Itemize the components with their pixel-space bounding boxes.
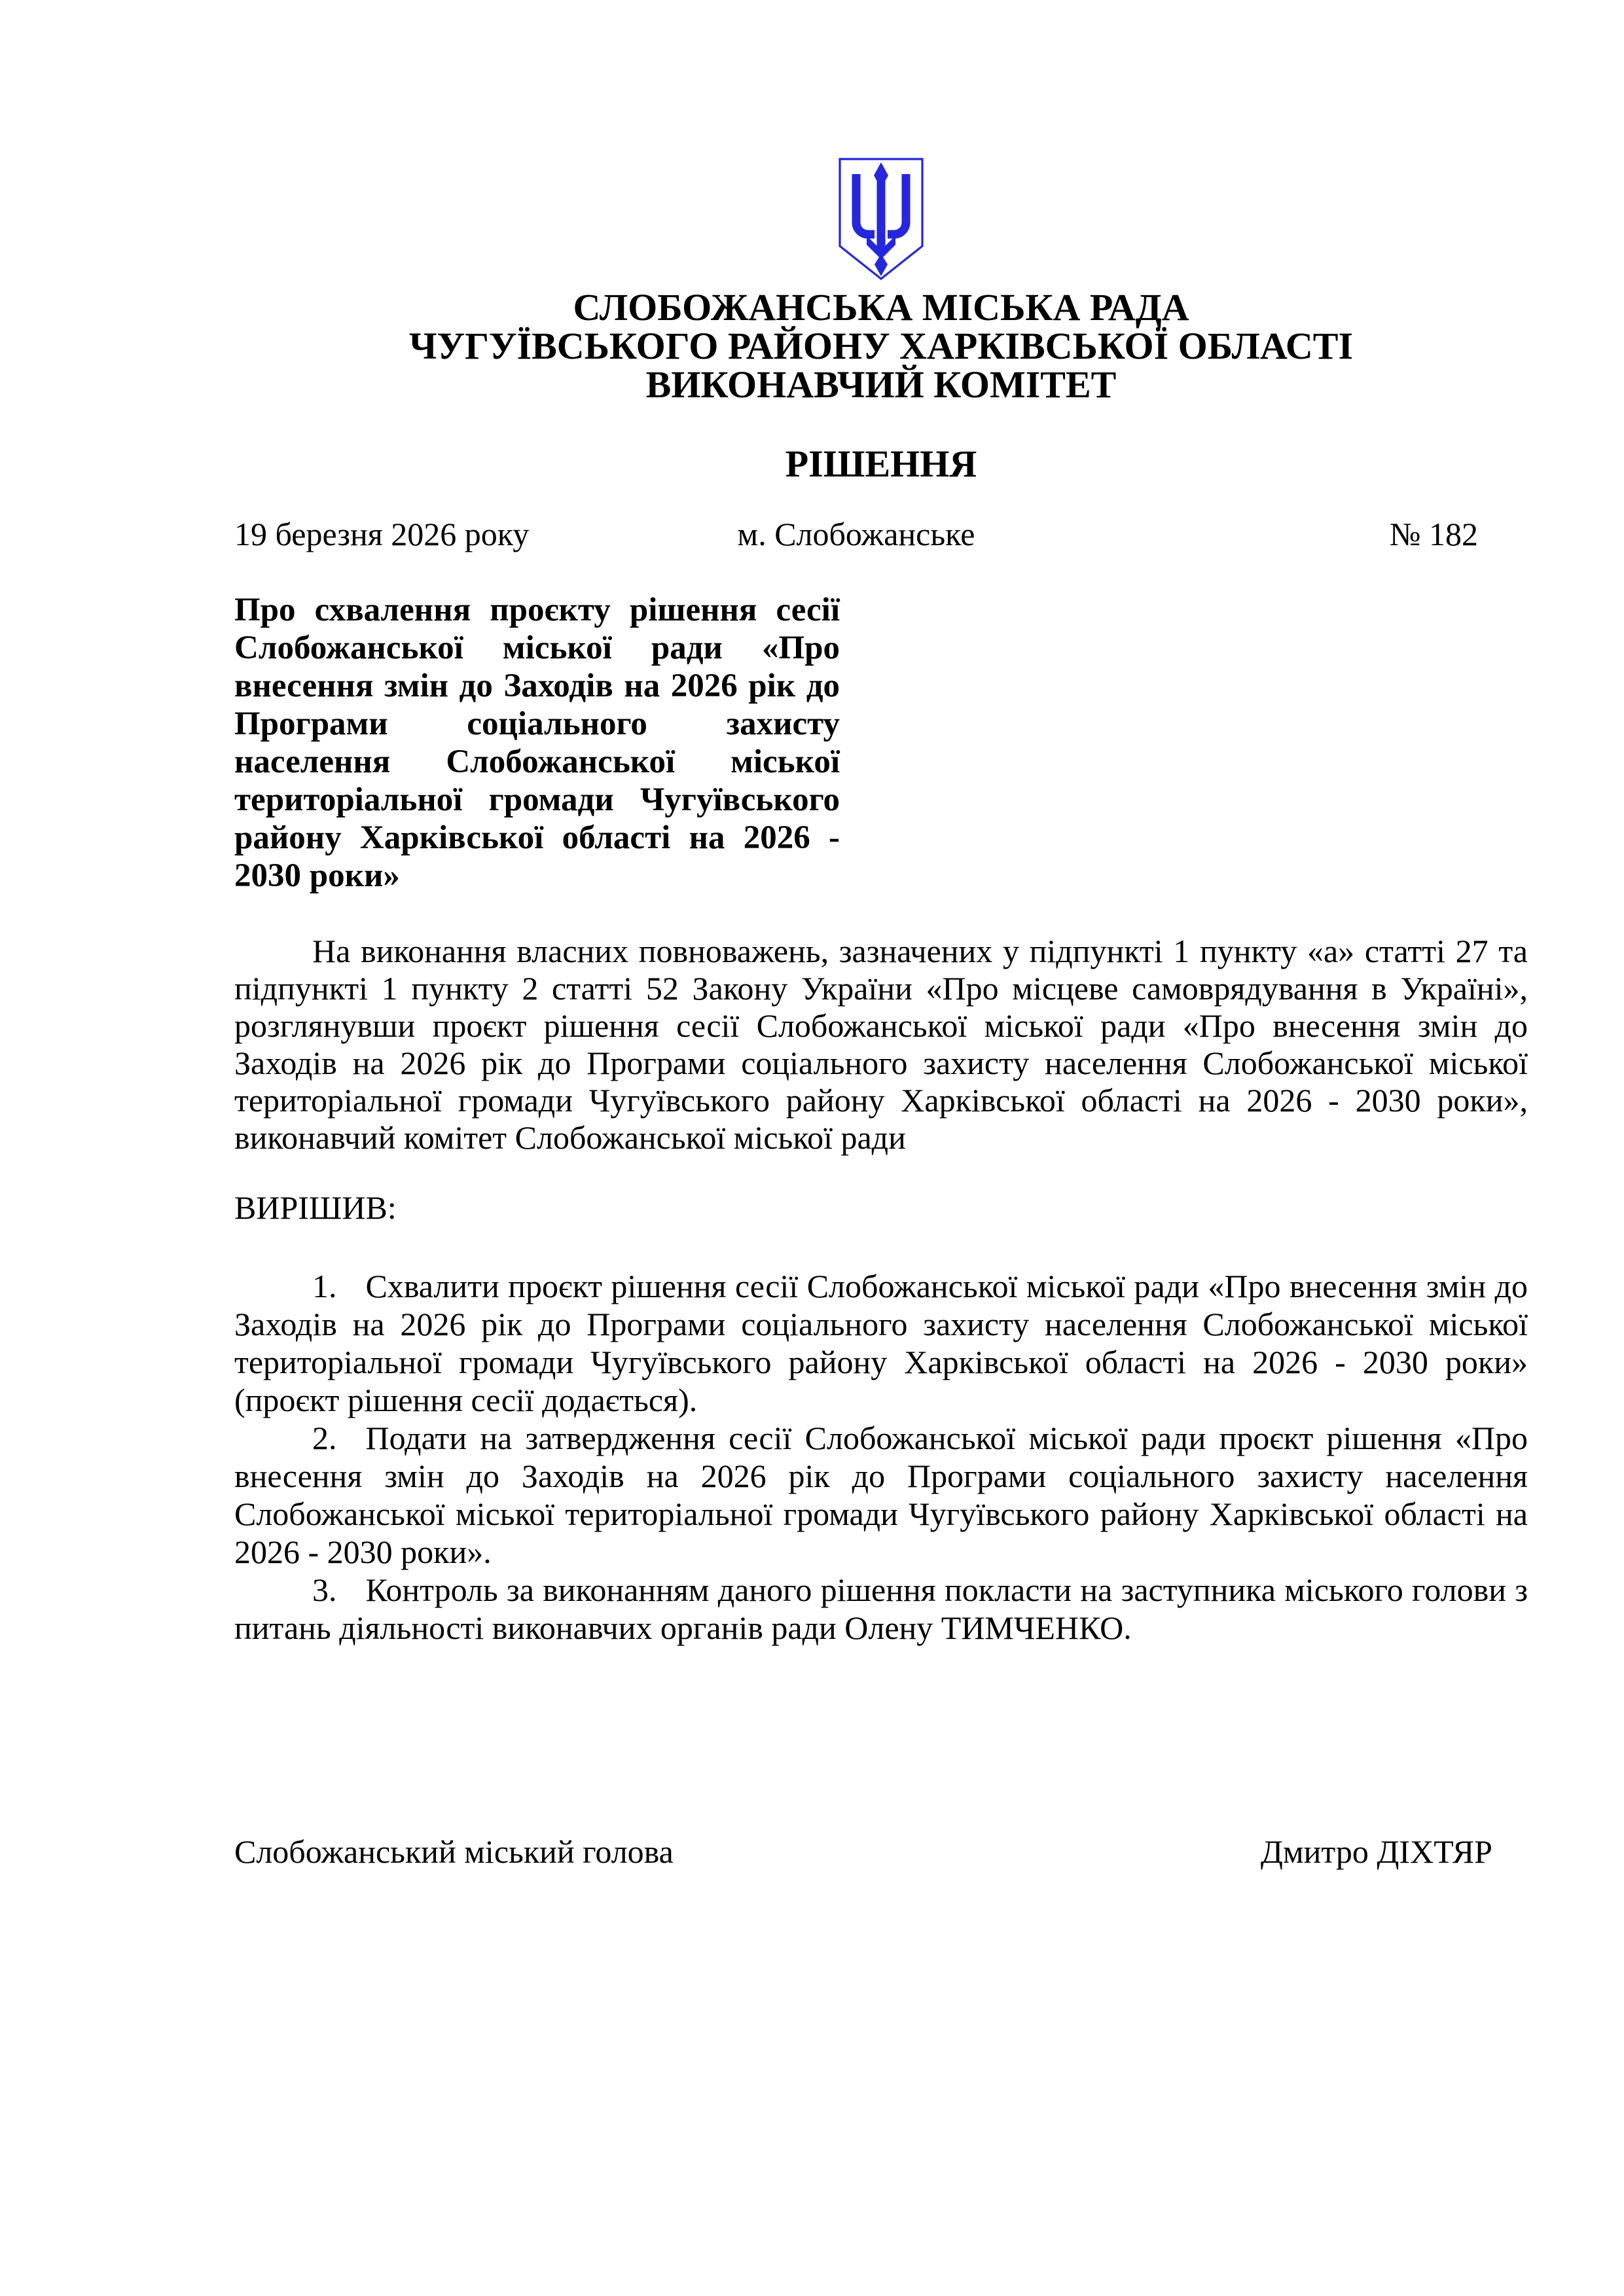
document-meta-row	[234, 516, 1528, 553]
decision-items	[234, 1267, 1528, 1647]
signer-title: Слобожанський міський голова	[234, 1833, 674, 1870]
item-text: Схвалити проєкт рішення сесії Слобожанської міської ради «Про внесення змін до Заходів на 2026 рік до Програми соціального захисту населення Слобожанської міської територіальної громади Чугуївського району Харківської області на 2026 - 2030 роки» (проєкт рішення сесії додається).	[234, 1268, 1528, 1418]
document-place: м. Слобожанське	[737, 516, 975, 552]
ukraine-coat-of-arms-icon	[838, 157, 924, 281]
decision-item-1	[234, 1267, 1528, 1419]
document-type-title: РІШЕННЯ	[785, 442, 977, 485]
org-name-line: СЛОБОЖАНСЬКА МІСЬКА РАДА	[573, 286, 1189, 329]
signer-name: Дмитро ДІХТЯР	[1260, 1833, 1492, 1870]
document-subject: Про схвалення проєкту рішення сесії Слобожанської міської ради «Про внесення змін до Заходів на 2026 рік до Програми соціального захисту населення Слобожанської міської територіальної громади Чугуївського району Харківської області на 2026 - 2030 роки»	[234, 592, 840, 894]
document-date: 19 березня 2026 року	[234, 516, 530, 552]
signature-row	[234, 1833, 1528, 1871]
document-number: № 182	[1389, 516, 1478, 552]
item-number: 1.	[312, 1268, 337, 1304]
item-text: Подати на затвердження сесії Слобожанської міської ради проєкт рішення «Про внесення змін до Заходів на 2026 рік до Програми соціального захисту населення Слобожанської міської територіальної громади Чугуївського району Харківської області на 2026 - 2030 роки».	[234, 1420, 1528, 1570]
decision-label: ВИРІШИВ:	[234, 1189, 397, 1226]
letterhead	[234, 288, 1528, 404]
preamble-paragraph: На виконання власних повноважень, зазначених у підпункті 1 пункту «а» статті 27 та підпункті 1 пункту 2 статті 52 Закону України «Про місцеве самоврядування в Україні», розглянувши проєкт рішення сесії Слобожанської міської ради «Про внесення змін до Заходів на 2026 рік до Програми соціального захисту населення Слобожанської міської територіальної громади Чугуївського району Харківської області на 2026 - 2030 роки», виконавчий комітет Слобожанської міської ради	[234, 933, 1528, 1156]
item-text: Контроль за виконанням даного рішення покласти на заступника міського голови з питань діяльності виконавчих органів ради Олену ТИМЧЕНКО.	[234, 1571, 1528, 1646]
org-committee-line: ВИКОНАВЧИЙ КОМІТЕТ	[645, 363, 1117, 406]
item-number: 2.	[312, 1420, 337, 1456]
org-district-line: ЧУГУЇВСЬКОГО РАЙОНУ ХАРКІВСЬКОЇ ОБЛАСТІ	[408, 325, 1354, 367]
item-number: 3.	[312, 1571, 337, 1608]
decision-item-2	[234, 1419, 1528, 1571]
decision-item-3	[234, 1571, 1528, 1647]
